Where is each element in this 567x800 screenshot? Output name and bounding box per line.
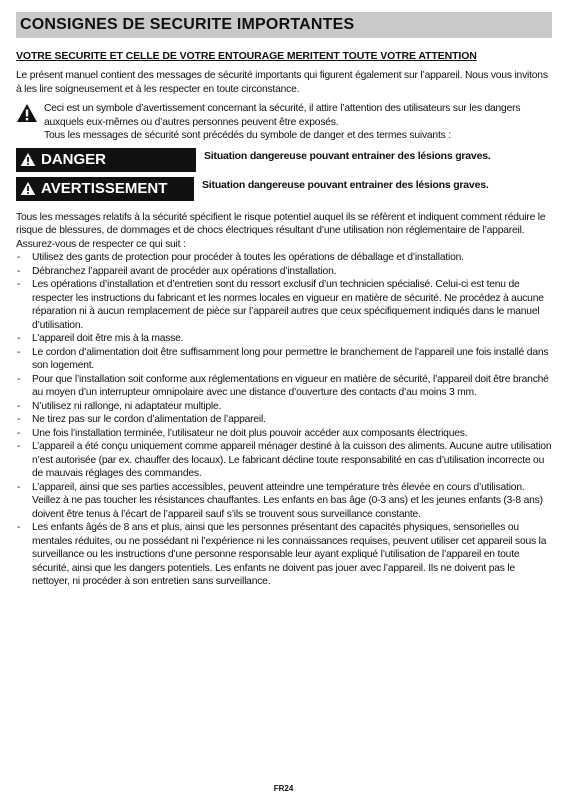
intro-paragraph: Le présent manuel contient des messages de sécurité importants qui figurent également sur l’appareil. Nous vous invitons à les lire soigneusement et à les respecter en toute circonstance. — [16, 70, 548, 95]
page-number: FR24 — [273, 784, 294, 793]
warning-symbol-block — [16, 102, 552, 143]
page — [16, 12, 552, 589]
danger-description: Situation dangereuse pouvant entrainer des lésions graves. — [204, 149, 491, 162]
avertissement-label-box — [16, 177, 194, 201]
list-item: - N’utilisez ni rallonge, ni adaptateur multiple. — [16, 400, 552, 414]
safety-body-intro: Tous les messages relatifs à la sécurité spécifient le risque potentiel auquel ils se réfèrent et indiquent comment réduire le risque de blessures, de dommages et de chocs électriques résultant d’une utilisation non réglementaire de l’appareil. Assurez-vous de respecter ce qui suit : — [16, 211, 546, 250]
list-item: - L’appareil, ainsi que ses parties accessibles, peuvent atteindre une température très élevée en cours d’utilisation. Veillez à ne pas toucher les résistances chauffantes. Les enfants en bas âge (0-3 ans) et les jeunes enfants (3-8 ans) doivent être tenus à l’écart de l’appareil sauf s’ils se trouvent sous surveillance constante. — [16, 481, 552, 522]
danger-row — [16, 148, 552, 172]
section-subtitle: VOTRE SECURITE ET CELLE DE VOTRE ENTOURAGE MERITENT TOUTE VOTRE ATTENTION — [16, 50, 477, 62]
symbol-description: Ceci est un symbole d’avertissement concernant la sécurité, il attire l’attention des utilisateurs sur les dangers auxquels eux-mêmes ou d’autres personnes peuvent être exposés. — [44, 103, 521, 128]
list-item: - L’appareil doit être mis à la masse. — [16, 332, 552, 346]
danger-label-box — [16, 148, 196, 172]
page-title: CONSIGNES DE SECURITE IMPORTANTES — [16, 12, 552, 38]
danger-label: DANGER — [41, 151, 107, 168]
safety-instructions-list — [16, 251, 552, 589]
avertissement-label: AVERTISSEMENT — [41, 180, 168, 197]
list-item: - Utilisez des gants de protection pour procéder à toutes les opérations de déballage et d’installation. — [16, 251, 552, 265]
warning-triangle-icon — [20, 181, 36, 196]
list-item: - Débranchez l’appareil avant de procéder aux opérations d’installation. — [16, 265, 552, 279]
symbol-note: Tous les messages de sécurité sont précédés du symbole de danger et des termes suivants : — [44, 130, 451, 141]
avertissement-description: Situation dangereuse pouvant entrainer des lésions graves. — [202, 178, 489, 191]
list-item: - Le cordon d’alimentation doit être suffisamment long pour permettre le branchement de l’appareil une fois installé dans son logement. — [16, 346, 552, 373]
list-item: - Une fois l’installation terminée, l’utilisateur ne doit plus pouvoir accéder aux composants électriques. — [16, 427, 552, 441]
list-item: - Les opérations d’installation et d’entretien sont du ressort exclusif d’un technicien spécialisé. Celui-ci est tenu de respecter les instructions du fabricant et les normes locales en vigueur en matière de sécurité. Ne procédez à aucune réparation ni à aucun remplacement de pièce sur l’appareil autres que ceux spécifiquement indiqués dans le manuel d’utilisation. — [16, 278, 552, 332]
list-item: - L’appareil a été conçu uniquement comme appareil ménager destiné à la cuisson des aliments. Aucune autre utilisation n’est autorisée (par ex. chauffer des locaux). Le fabricant décline toute responsabilité en cas d’utilisation incorrecte ou de mauvais réglages des commandes. — [16, 440, 552, 481]
warning-triangle-icon — [16, 103, 40, 143]
list-item: - Les enfants âgés de 8 ans et plus, ainsi que les personnes présentant des capacités physiques, sensorielles ou mentales réduites, ou ne possédant ni l’expérience ni les connaissances requises, peuvent utiliser cet appareil sous la surveillance ou les instructions d’une personne responsable leur ayant expliqué l’utilisation de l’appareil en toute sécurité, ainsi que les dangers potentiels. Les enfants ne doivent pas jouer avec l’appareil. Ils ne doivent pas le nettoyer, ni procéder à son entretien sans surveillance. — [16, 521, 552, 589]
list-item: - Pour que l’installation soit conforme aux réglementations en vigueur en matière de sécurité, l’appareil doit être branché au moyen d’un interrupteur omnipolaire avec une distance d’ouverture des contacts d’au moins 3 mm. — [16, 373, 552, 400]
warning-triangle-icon — [20, 152, 36, 167]
list-item: - Ne tirez pas sur le cordon d’alimentation de l’appareil. — [16, 413, 552, 427]
avertissement-row — [16, 177, 552, 201]
